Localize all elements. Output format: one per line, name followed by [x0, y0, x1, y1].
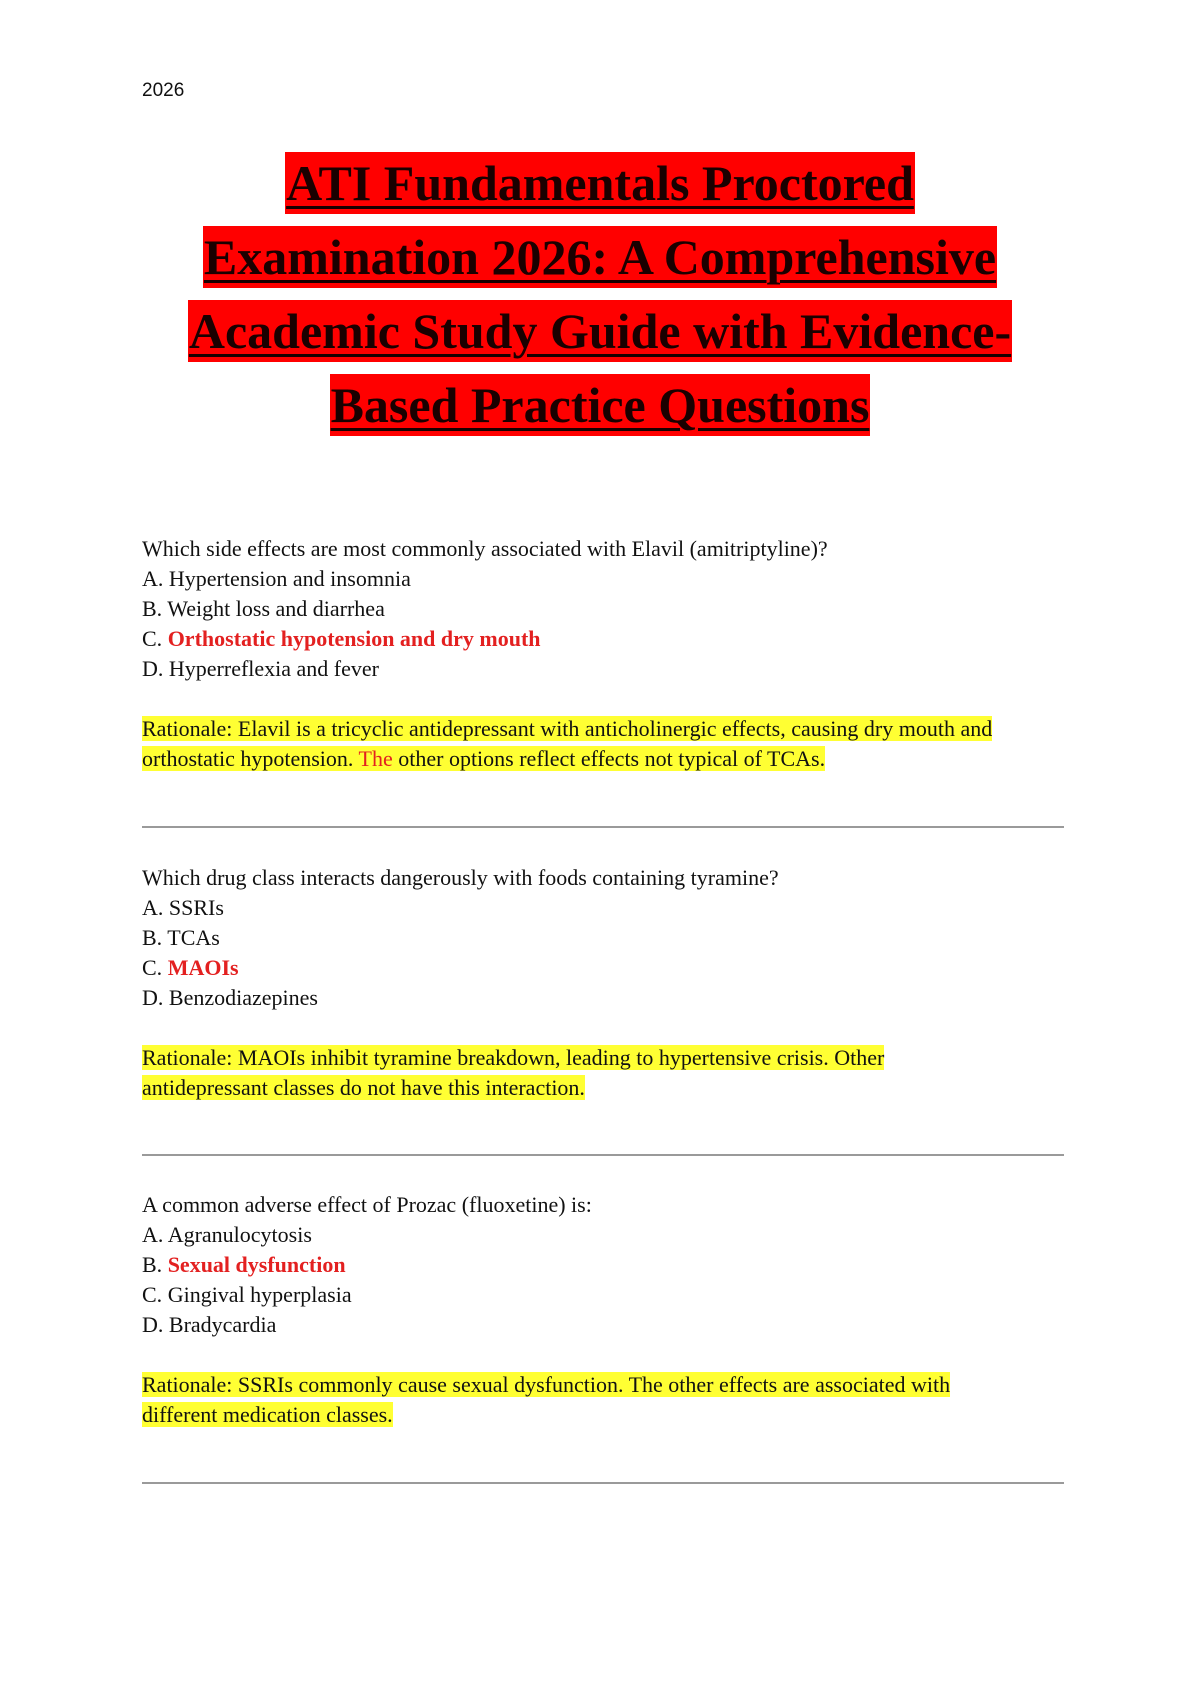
- divider-2: [142, 1154, 1064, 1156]
- option-b: B. Weight loss and diarrhea: [142, 596, 385, 621]
- rationale: Rationale: Elavil is a tricyclic antidepressant with anticholinergic effects, causing dry mouth and orthostatic hypotension. The other options reflect effects not typical of TCAs.: [142, 716, 993, 771]
- option-b-correct: B. Sexual dysfunction: [142, 1252, 346, 1277]
- divider-1: [142, 826, 1064, 828]
- title-line-4: Based Practice Questions: [330, 374, 871, 436]
- question-text: Which drug class interacts dangerously with foods containing tyramine?: [142, 865, 779, 890]
- option-a: A. Agranulocytosis: [142, 1222, 312, 1247]
- header-year: 2026: [142, 80, 185, 101]
- option-d: D. Bradycardia: [142, 1312, 277, 1337]
- document-title: [0, 152, 1200, 448]
- title-line-3: Academic Study Guide with Evidence-: [188, 300, 1012, 362]
- option-d: D. Hyperreflexia and fever: [142, 656, 379, 681]
- question-2: [142, 863, 1072, 1103]
- option-b: B. TCAs: [142, 925, 220, 950]
- option-c: C. Gingival hyperplasia: [142, 1282, 352, 1307]
- question-1: [142, 534, 1072, 774]
- question-3: [142, 1190, 1072, 1430]
- option-c-correct: C. Orthostatic hypotension and dry mouth: [142, 626, 541, 651]
- title-line-2: Examination 2026: A Comprehensive: [203, 226, 997, 288]
- question-text: A common adverse effect of Prozac (fluoxetine) is:: [142, 1192, 592, 1217]
- question-text: Which side effects are most commonly associated with Elavil (amitriptyline)?: [142, 536, 828, 561]
- rationale: Rationale: MAOIs inhibit tyramine breakdown, leading to hypertensive crisis. Other antidepressant classes do not have this interaction.: [142, 1045, 885, 1100]
- divider-3: [142, 1482, 1064, 1484]
- title-line-1: ATI Fundamentals Proctored: [285, 152, 915, 214]
- option-a: A. SSRIs: [142, 895, 224, 920]
- rationale: Rationale: SSRIs commonly cause sexual dysfunction. The other effects are associated with different medication classes.: [142, 1372, 951, 1427]
- option-d: D. Benzodiazepines: [142, 985, 318, 1010]
- option-a: A. Hypertension and insomnia: [142, 566, 411, 591]
- option-c-correct: C. MAOIs: [142, 955, 239, 980]
